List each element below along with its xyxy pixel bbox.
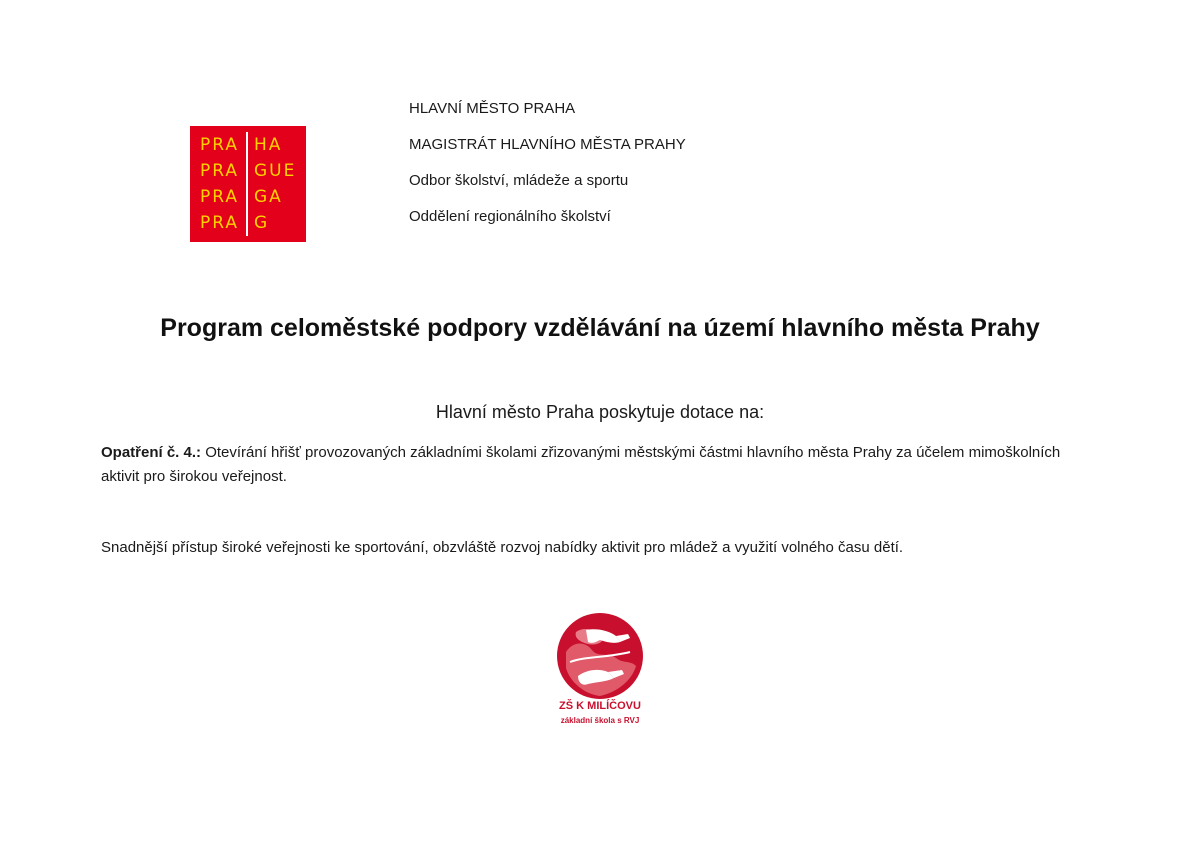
measure-label: Opatření č. 4.: (101, 444, 202, 461)
measure-text: Otevírání hřišť provozovaných základními školami zřizovanými městskými částmi hlavního města Prahy za účelem mimoškolních aktivit pro širokou veřejnost. (101, 444, 1061, 485)
logo-row (190, 184, 306, 210)
logo-text-left: PRA (200, 161, 240, 181)
logo-row (190, 158, 306, 184)
prague-logo (190, 126, 306, 242)
logo-text-right: HA (254, 135, 283, 155)
measure-paragraph (101, 441, 1061, 489)
school-emblem-icon (556, 612, 644, 700)
header-department: Odbor školství, mládeže a sportu (409, 172, 629, 189)
goal-paragraph: Snadnější přístup široké veřejnosti ke sportování, obzvláště rozvoj nabídky aktivit pro mládež a využití volného času dětí. (101, 539, 904, 556)
header-magistrate: MAGISTRÁT HLAVNÍHO MĚSTA PRAHY (409, 136, 686, 153)
header-block (409, 100, 686, 244)
school-logo (540, 608, 660, 732)
page-title: Program celoměstské podpory vzdělávání na území hlavního města Prahy (160, 314, 1040, 342)
logo-row (190, 132, 306, 158)
logo-text-right: GUE (254, 161, 297, 181)
logo-text-right: GA (254, 187, 283, 207)
logo-text-left: PRA (200, 135, 240, 155)
logo-row (190, 210, 306, 236)
header-city: HLAVNÍ MĚSTO PRAHA (409, 100, 576, 117)
logo-text-right: G (254, 213, 270, 233)
school-subtitle: základní škola s RVJ (560, 716, 640, 725)
logo-text-left: PRA (200, 213, 240, 233)
school-name: ZŠ K MILÍČOVU (559, 700, 641, 712)
header-section: Oddělení regionálního školství (409, 208, 611, 225)
logo-text-left: PRA (200, 187, 240, 207)
subtitle: Hlavní město Praha poskytuje dotace na: (435, 402, 765, 422)
